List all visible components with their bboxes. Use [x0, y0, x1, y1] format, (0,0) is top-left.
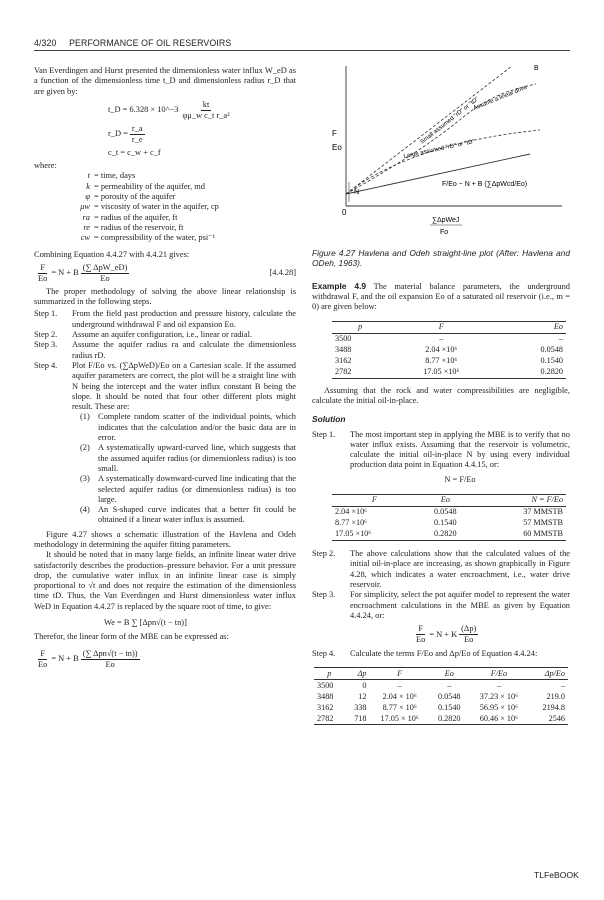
table-cell: – [447, 680, 452, 690]
table-cell: 17.05 × 10⁶ [380, 713, 419, 723]
table-cell: 2546 [548, 713, 565, 723]
table-example-data [332, 321, 566, 379]
table-header-cell: Δp/Eo [544, 668, 565, 678]
definition-text: = radius of the aquifer, ft [94, 212, 178, 222]
figure-caption: Figure 4.27 Havlena and Odeh straight-line plot (After: Havlena and ODeh, 1963). [312, 248, 570, 269]
example-paragraph: Example 4.9 The material balance parameters, the underground withdrawal F, and the oil expansion Eo of a saturated oil reservoir (i.e., m = 0) are given below: [312, 280, 570, 312]
definition-text: = time, days [94, 171, 136, 181]
equation-rD: r_D = $\frac{r\_a}{r\_e}$ [108, 123, 143, 144]
definition-text: = permeability of the aquifer, md [94, 181, 205, 191]
table-cell: 3488 [335, 345, 352, 355]
definition-item [34, 171, 296, 181]
equation-we: We = B ∑ [Δpn√(t − tn)] [104, 618, 187, 628]
definition-symbol: re [83, 222, 90, 232]
table-cell: 60.46 × 10⁶ [479, 713, 518, 723]
table-cell: 0.0548 [540, 345, 563, 355]
table-cell: 718 [354, 713, 367, 723]
table-cell: 0.1540 [434, 518, 457, 528]
series-straight-line [346, 154, 530, 194]
definition-text: = compressibility of the water, psi⁻¹ [94, 233, 216, 243]
table-cell: – [558, 334, 563, 344]
left-column [34, 66, 296, 673]
table-header-cell: F [371, 495, 377, 505]
table-cell: 2.04 ×10⁶ [335, 507, 368, 517]
figure-ref-text: Figure 4.27 shows a schematic illustration of the Havlena and Odeh methodology in determining the aquifer fitting parameters. [34, 529, 296, 549]
assuming-text: Assuming that the rock and water compressibilities are negligible, calculate the initial oil-in-place. [312, 385, 570, 405]
table-cell: 8.77 ×10⁶ [335, 518, 368, 528]
table-cell: 3500 [317, 680, 334, 690]
table-cell: 2.04 ×10⁶ [425, 345, 458, 355]
definition-item [34, 182, 296, 192]
table-cell: 2782 [335, 367, 352, 377]
table-cell: 0.1540 [438, 702, 461, 712]
method-step [34, 361, 296, 412]
x-label-den: Fo [440, 229, 449, 236]
definitions-list [34, 171, 296, 243]
table-row [332, 529, 566, 541]
label-linear-drive: Assume a linear drive [472, 84, 529, 112]
method-step [34, 330, 296, 340]
y-label-f: F [332, 129, 337, 138]
infinite-drive-text: It should be noted that in many large fields, an infinite linear water drive satisfactorily describes the production–pressure behavior. For a unit pressure drop, the cumulative water influx in an infinite linear case is simply proportional to √t and does not require the estimation of the dimensionless time tD. Thus, the Van Everdingen and Hurst dimensionless water influx WeD in Equation 4.4.27 is replaced by the square root of time, to give: [34, 550, 296, 611]
table-cell: 0.1540 [540, 356, 563, 366]
step-body: Assume the aquifer radius ra and calculate the dimensionless radius rD. [72, 340, 296, 360]
combining-text: Combining Equation 4.4.27 with 4.4.21 gives: [34, 249, 190, 259]
table-header-cell: Δp [357, 668, 367, 678]
table-cell: 2782 [317, 713, 334, 723]
outcome-number: (1) [80, 412, 90, 422]
proper-text: The proper methodology of solving the above linear relationship is summarized in the following steps. [34, 286, 296, 307]
definition-item [34, 202, 296, 212]
therefore-text: Therefor, the linear form of the MBE can be expressed as: [34, 632, 229, 642]
slope-label: B [534, 65, 539, 72]
table-header-cell: F/Eo [490, 668, 508, 678]
table-row [314, 713, 568, 725]
table-cell: 0.0548 [434, 507, 457, 517]
outcome-item [80, 412, 296, 443]
method-step [34, 340, 296, 361]
definition-symbol: μw [80, 202, 90, 212]
table-cell: – [560, 680, 565, 690]
header-rule [34, 50, 570, 51]
outcome-number: (4) [80, 505, 90, 515]
table-cell: 37 MMSTB [523, 507, 563, 517]
table-cell: 17.05 ×10⁶ [423, 367, 460, 377]
table-cell: 0.2820 [540, 367, 563, 377]
example-title: Example 4.9 [312, 280, 367, 291]
right-column [312, 248, 570, 725]
table-cell: – [439, 334, 444, 344]
label-small-rD: Small assumed "rD" or "tD" [419, 96, 481, 146]
intercept-label: N [354, 189, 360, 196]
series-linear-drive [346, 84, 536, 194]
footer-mark: TLFeBOOK [534, 870, 579, 880]
outcome-number: (2) [80, 443, 90, 453]
table-row [332, 356, 566, 367]
outcome-item [80, 443, 296, 474]
table-header-cell: N = F/Eo [531, 495, 563, 505]
step3-equation: $\frac{F}{Eo}$ = N + K $\frac{(\Delta p)}{Eo}$ [416, 624, 477, 645]
table-cell: 37.23 × 10⁶ [479, 691, 518, 701]
solution-step-4: Step 4. Calculate the terms F/Eo and Δp/Eo of Equation 4.4.24: [312, 649, 538, 659]
step-number: Step 3. [34, 340, 58, 350]
intro-paragraph: Van Everdingen and Hurst presented the dimensionless water influx W_eD as a function of the dimensionless time t_D and dimensionless radius r_D that are given by: [34, 66, 296, 96]
solution-step-3: Step 3. For simplicity, select the pot aquifer model to represent the water encroachment calculations in the MBE as given by Equation 4.4.24, or: [312, 590, 570, 620]
definition-symbol: k [86, 181, 90, 191]
equation-number: [4.4.28] [269, 268, 296, 278]
definition-text: = porosity of the aquifer [94, 192, 176, 202]
table-cell: 60 MMSTB [523, 529, 563, 539]
table-oil-in-place [332, 494, 566, 541]
equation-linear-mbe: $\frac{F}{Eo}$ = N + B $\frac{\text{(∑ Δpn√(t − tn))}}{Eo}$ [38, 648, 138, 669]
solution-heading: Solution [312, 414, 346, 425]
definition-item [34, 213, 296, 223]
definition-symbol: ra [82, 212, 90, 222]
step-number: Step 4. [34, 360, 58, 370]
definition-symbol: t [87, 171, 90, 181]
table-row [332, 367, 566, 379]
table-row [332, 507, 566, 519]
step-body: Assume an aquifer configuration, i.e., linear or radial. [72, 330, 252, 340]
definition-symbol: φ [85, 192, 90, 202]
table-cell: 56.95 × 10⁶ [479, 702, 518, 712]
table-cell: 3500 [335, 334, 352, 344]
outcome-number: (3) [80, 474, 90, 484]
definition-item [34, 223, 296, 233]
step1-equation: N = F/Eo [444, 474, 476, 484]
solution-step-1: Step 1. The most important step in applying the MBE is to verify that no water influx exists. Assuming that the reservoir is volumetric, calculate the initial oil-in-place N by using every individual production data point in Equation 4.4.15, or: [312, 429, 570, 470]
outcome-item [80, 474, 296, 505]
table-header-cell: Eo [440, 495, 450, 505]
table-header-cell: F [438, 322, 444, 332]
step-body: Plot F/Eo vs. (∑ΔpWeD)/Eo on a Cartesian scale. If the assumed aquifer parameters are correct, the plot will be a straight line with N being the intercept and the water influx constant B being the slope. It should be noted that four other different plots might result. These are: [72, 360, 296, 412]
table-row [332, 345, 566, 356]
table-mbe-terms [314, 667, 568, 725]
definition-item [34, 192, 296, 202]
label-large-rD: Large assumed "rD" or "tD" [403, 139, 476, 160]
series-small-rD [346, 66, 512, 194]
solution-step-2: Step 2. The above calculations show that the calculated values of the initial oil-in-place are increasing, as shown graphically in Figure 4.28, which indicates a water encroachment, i.e., water drive reservoir. [312, 549, 570, 589]
outcome-body: A systematically downward-curved line indicating that the selected aquifer radius (or dimensionless radius) is too large. [98, 474, 296, 504]
table-header-cell: p [358, 322, 363, 332]
table-row [314, 702, 568, 713]
table-row [314, 680, 568, 692]
table-cell: 0.2820 [438, 713, 461, 723]
table-cell: 2194.8 [542, 702, 565, 712]
table-header-cell: F [397, 668, 403, 678]
table-header-cell: p [327, 668, 332, 678]
step-body: From the field past production and pressure history, calculate the underground withdrawal F and oil expansion Eo. [72, 309, 296, 329]
method-step [34, 309, 296, 330]
table-cell: 17.05 ×10⁶ [335, 529, 372, 539]
table-cell: 338 [354, 702, 367, 712]
table-cell: 2.04 × 10⁶ [382, 691, 417, 701]
equation-label: F/Eo − N + B (∑ΔpWcd/Eo) [442, 181, 528, 188]
equation-4-4-28: $\frac{F}{Eo}$ = N + B $\frac{\text{(∑ ΔpW\_eD)}}{Eo}$ [4.4.28] [38, 262, 296, 283]
table-row [332, 333, 566, 345]
definition-item [34, 233, 296, 243]
table-cell: – [496, 680, 501, 690]
definition-text: = viscosity of water in the aquifer, cp [94, 202, 219, 212]
figure-4-27 [312, 58, 570, 248]
step-number: Step 2. [34, 330, 58, 340]
definition-symbol: cw [80, 233, 90, 243]
table-cell: 8.77 ×10⁶ [425, 356, 458, 366]
definition-text: = radius of the reservoir, ft [94, 222, 184, 232]
table-row [332, 518, 566, 529]
table-cell: 0.2820 [434, 529, 457, 539]
y-label-eo: Eo [332, 143, 342, 152]
table-cell: 3162 [335, 356, 352, 366]
outcome-body: An S-shaped curve indicates that a better fit could be obtained if a linear water influx is assumed. [98, 505, 296, 525]
table-cell: – [397, 680, 402, 690]
outcome-item [80, 505, 296, 526]
outcome-body: Complete random scatter of the individual points, which indicates that the calculation and/or the basic data are in error. [98, 412, 296, 443]
table-row [314, 691, 568, 702]
table-cell: 8.77 × 10⁶ [382, 702, 417, 712]
table-cell: 57 MMSTB [523, 518, 563, 528]
page-number: 4/320 [34, 38, 57, 48]
table-cell: 0.0548 [438, 691, 461, 701]
table-cell: 3162 [317, 702, 334, 712]
table-cell: 0 [362, 680, 367, 690]
x-label-num: ∑ΔpWeJ [432, 217, 460, 224]
table-header-cell: Eo [553, 322, 563, 332]
origin-label: 0 [342, 208, 347, 217]
equation-tD: t_D = 6.328 × 10^−3 $\frac{kt}{\text{φμ\_w c\_t r\_a²}}$ [108, 99, 230, 120]
table-header-cell: Eo [444, 668, 454, 678]
table-cell: 12 [358, 691, 367, 701]
running-title: PERFORMANCE OF OIL RESERVOIRS [69, 38, 232, 48]
where-label: where: [34, 161, 57, 171]
outcome-body: A systematically upward-curved line, which suggests that the assumed aquifer radius (or dimensionless radius) is too small. [98, 443, 296, 473]
table-cell: 3488 [317, 691, 334, 701]
table-cell: 219.0 [546, 691, 565, 701]
steps-list [34, 309, 296, 412]
equation-ct: c_t = c_w + c_f [108, 147, 161, 157]
sub-list [34, 412, 296, 525]
step-number: Step 1. [34, 309, 58, 319]
